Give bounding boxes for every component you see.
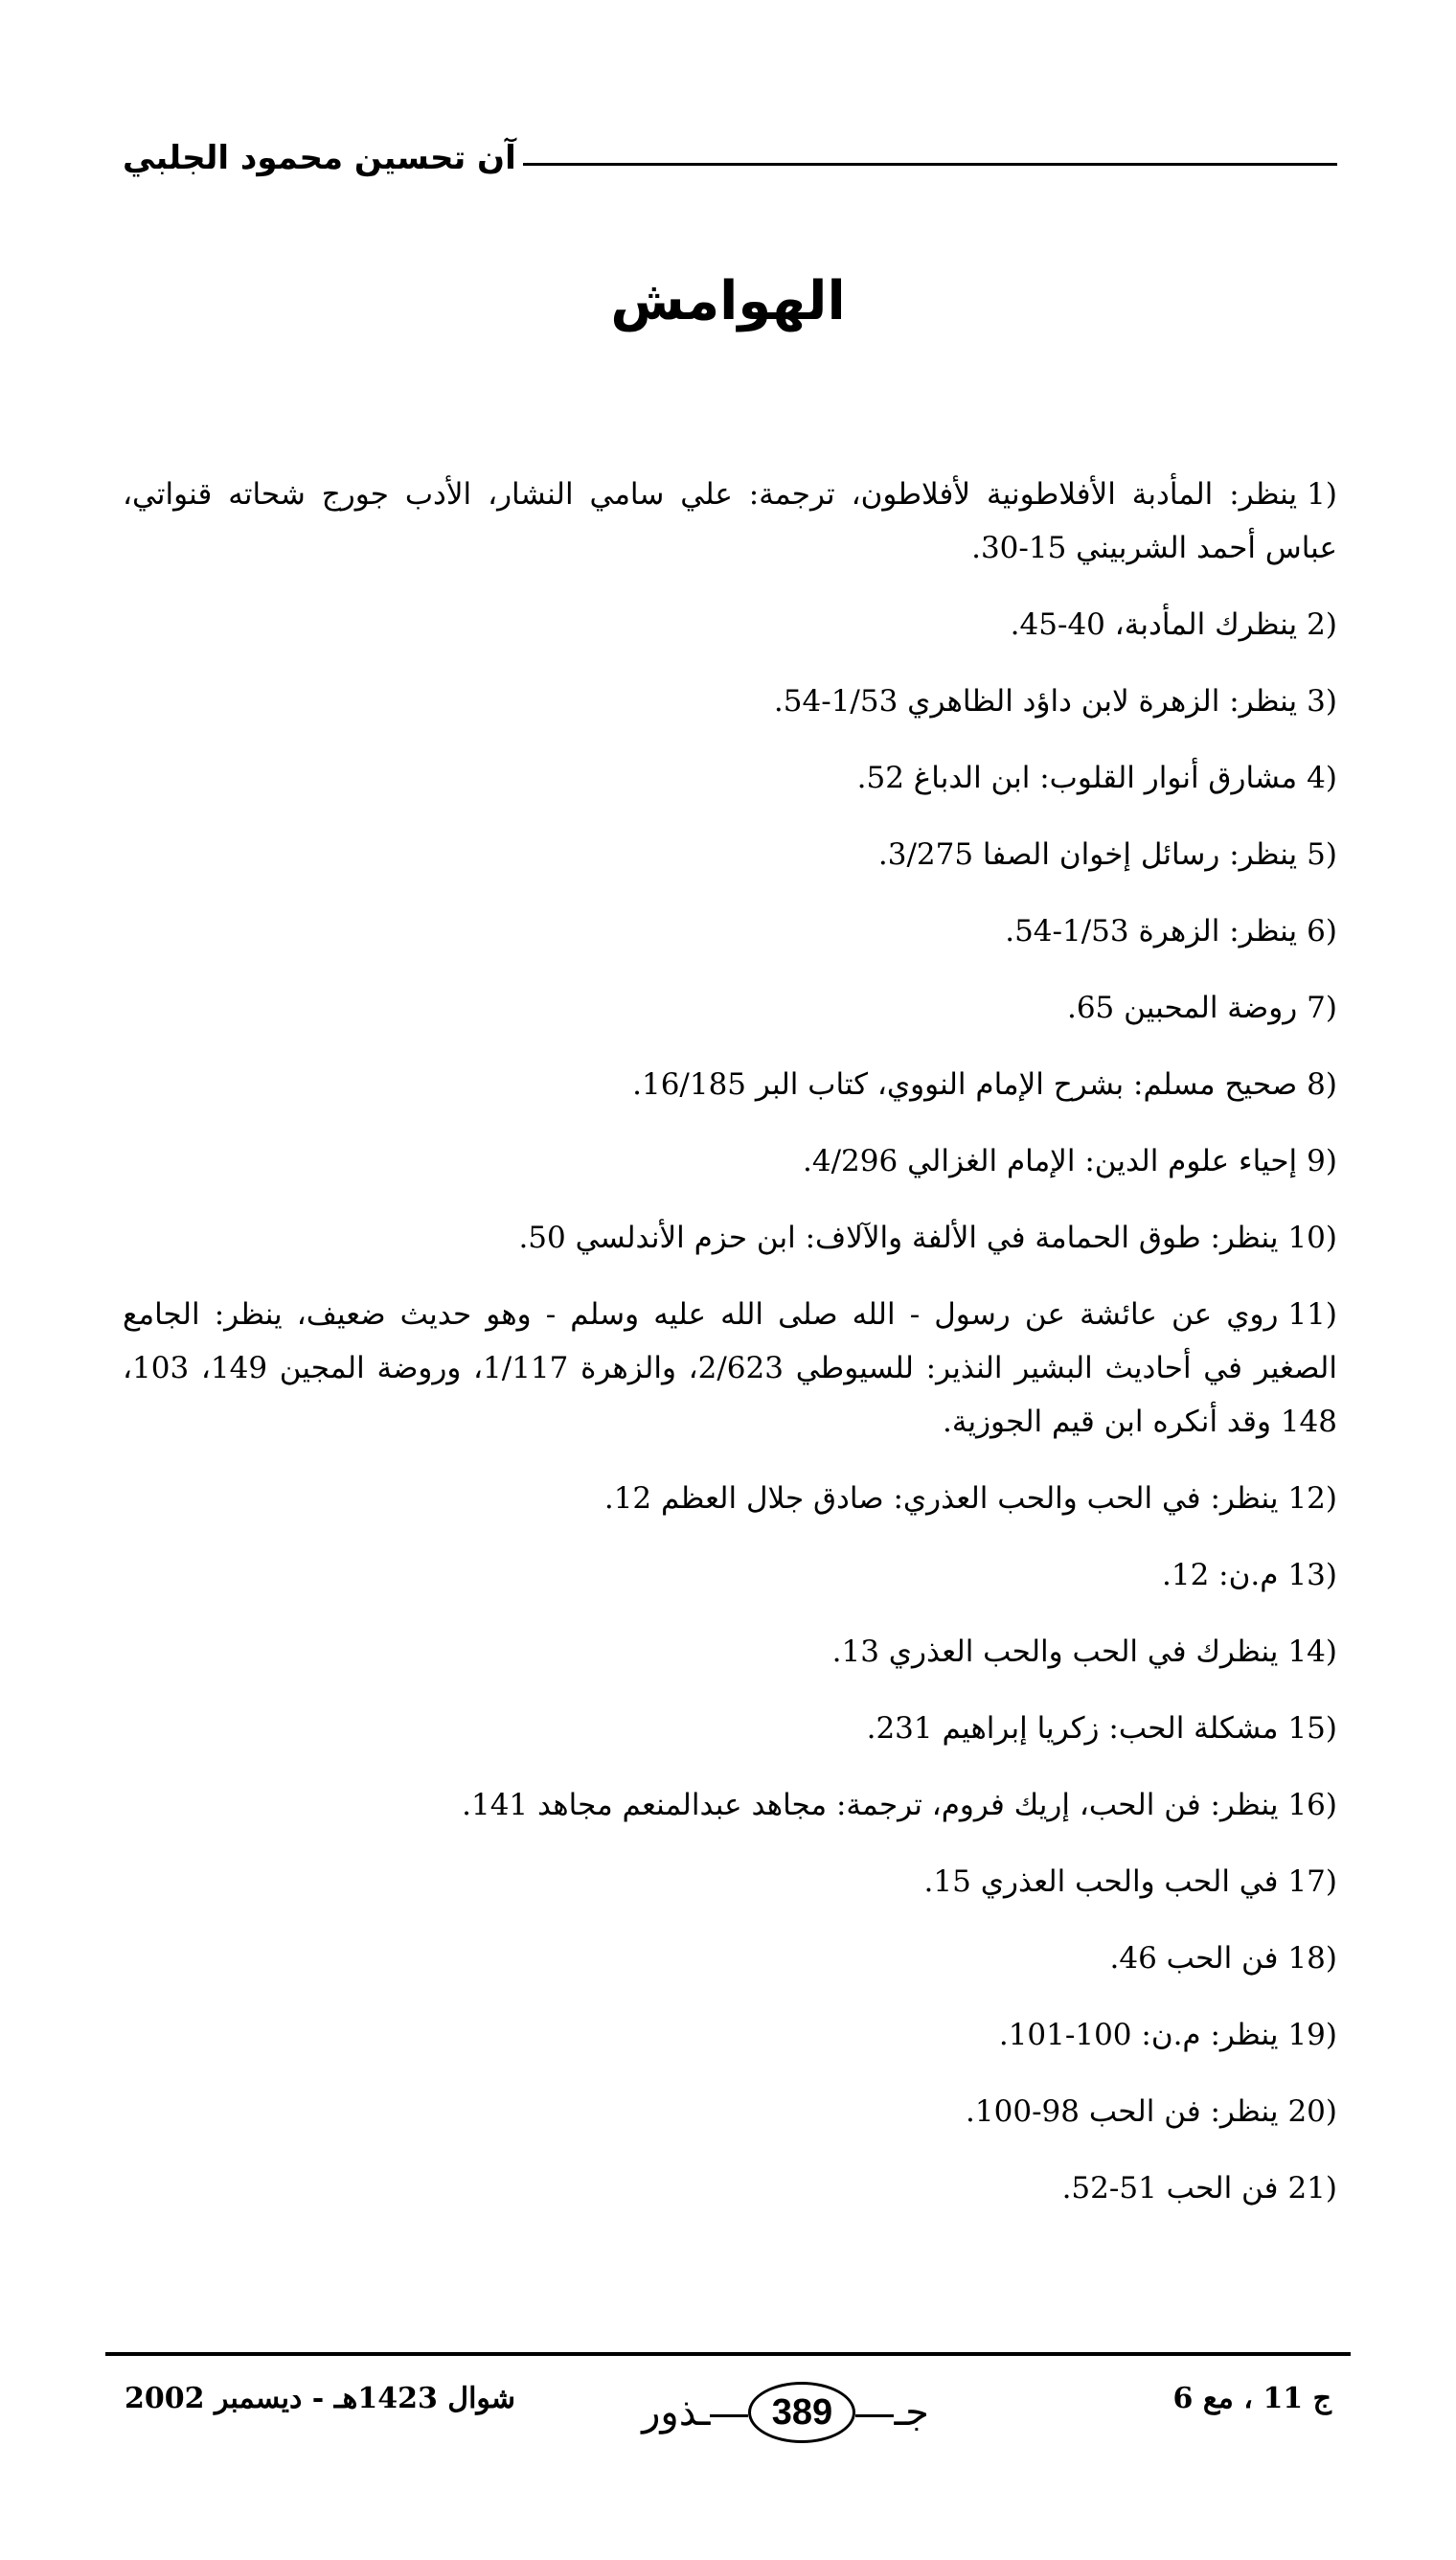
footnote-item: [123, 1211, 1337, 1265]
footnote-text: ينظر: م.ن: 100-101.: [998, 2018, 1279, 2052]
footnote-number: 8): [1307, 1067, 1337, 1102]
footnote-number: 17): [1287, 1864, 1337, 1899]
footnote-item: [123, 1134, 1337, 1188]
footnote-number: 15): [1287, 1711, 1337, 1746]
issue-date: شوال 1423هـ - ديسمبر 2002: [125, 2382, 516, 2415]
page-number: 389: [748, 2382, 855, 2443]
footnote-number: 3): [1307, 684, 1337, 719]
footnote-text: مشارق أنوار القلوب: ابن الدباغ 52.: [856, 761, 1298, 795]
footnote-number: 18): [1287, 1941, 1337, 1976]
footnote-item: [123, 1931, 1337, 1985]
footnote-item: [123, 904, 1337, 958]
footnote-number: 6): [1307, 914, 1337, 949]
footnote-number: 10): [1287, 1221, 1337, 1255]
footnote-number: 12): [1287, 1481, 1337, 1516]
logo-left-text: ـذور: [642, 2390, 711, 2434]
footnote-text: فن الحب 46.: [1109, 1941, 1279, 1976]
footnote-text: ينظر: الزهرة 1/53-54.: [1005, 914, 1298, 949]
footnote-item: [123, 1288, 1337, 1449]
footer-rule: [105, 2352, 1351, 2356]
author-name: آن تحسين محمود الجلبي: [123, 139, 516, 177]
footnote-text: في الحب والحب العذري 15.: [923, 1864, 1279, 1899]
footnote-text: ينظر: في الحب والحب العذري: صادق جلال العظم 12.: [603, 1481, 1279, 1516]
footnote-text: روضة المحبين 65.: [1066, 991, 1298, 1025]
footnote-text: ينظرك في الحب والحب العذري 13.: [831, 1634, 1279, 1669]
footnote-item: [123, 2161, 1337, 2215]
footnotes-list: [123, 468, 1337, 2238]
footnote-item: [123, 468, 1337, 575]
footnote-number: 2): [1307, 607, 1337, 642]
footnote-text: م.ن: 12.: [1162, 1558, 1279, 1592]
footnote-item: [123, 1058, 1337, 1111]
footnote-text: ينظر: الزهرة لابن داؤد الظاهري 1/53-54.: [773, 684, 1298, 719]
footnote-number: 21): [1287, 2171, 1337, 2206]
issue-volume: ج 11 ، مع 6: [1172, 2382, 1331, 2415]
footnote-item: [123, 1548, 1337, 1602]
logo-connector-right: [855, 2414, 894, 2417]
footnote-text: إحياء علوم الدين: الإمام الغزالي 4/296.: [803, 1144, 1298, 1178]
footnote-item: [123, 981, 1337, 1035]
footnote-item: [123, 674, 1337, 728]
footnote-text: ينظر: المأدبة الأفلاطونية لأفلاطون، ترجمة: علي سامي النشار، الأدب جورج شحاته قنواتي، عباس أحمد الشربيني 15-30.: [123, 477, 1337, 565]
footnote-text: مشكلة الحب: زكريا إبراهيم 231.: [866, 1711, 1279, 1746]
footnote-number: 9): [1307, 1144, 1337, 1178]
footnote-number: 13): [1287, 1558, 1337, 1592]
page-footer: [105, 2374, 1351, 2451]
footnote-item: [123, 2085, 1337, 2138]
footnote-item: [123, 1472, 1337, 1525]
footnote-number: 7): [1307, 991, 1337, 1025]
footnote-number: 1): [1307, 477, 1337, 512]
page-title: الهوامش: [610, 270, 846, 332]
footnote-number: 11): [1287, 1297, 1337, 1332]
footnote-number: 19): [1287, 2018, 1337, 2052]
footnote-number: 20): [1287, 2094, 1337, 2129]
footnote-text: ينظر: فن الحب، إريك فروم، ترجمة: مجاهد عبدالمنعم مجاهد 141.: [462, 1788, 1279, 1822]
footnote-item: [123, 1625, 1337, 1679]
footnote-item: [123, 828, 1337, 881]
footnote-text: ينظر: رسائل إخوان الصفا 3/275.: [877, 837, 1298, 872]
footnote-item: [123, 751, 1337, 805]
running-header: [123, 129, 1337, 196]
footnote-text: ينظر: فن الحب 98-100.: [966, 2094, 1279, 2129]
footnote-item: [123, 1855, 1337, 1909]
footnote-item: [123, 1702, 1337, 1755]
footnote-item: [123, 1778, 1337, 1832]
footnote-text: ينظر: طوق الحمامة في الألفة والآلاف: ابن حزم الأندلسي 50.: [518, 1221, 1279, 1255]
footnote-number: 14): [1287, 1634, 1337, 1669]
footnote-number: 4): [1307, 761, 1337, 795]
footnote-text: روي عن عائشة عن رسول - الله صلى الله عليه وسلم - وهو حديث ضعيف، ينظر: الجامع الصغير في أحاديث البشير النذير: للسيوطي 2/623، والزهرة 1/117، وروضة المجين 149، 103، 148 وقد أنكره ابن قيم الجوزية.: [123, 1297, 1337, 1439]
logo-connector-left: [710, 2414, 748, 2417]
footnote-text: ينظرك المأدبة، 40-45.: [1010, 607, 1298, 642]
footnote-item: [123, 598, 1337, 651]
footnote-number: 5): [1307, 837, 1337, 872]
logo-right-text: جـ: [894, 2390, 929, 2434]
header-rule: [523, 163, 1337, 166]
footnote-text: صحيح مسلم: بشرح الإمام النووي، كتاب البر 16/185.: [632, 1067, 1298, 1102]
journal-logo: [642, 2374, 929, 2451]
footnote-number: 16): [1287, 1788, 1337, 1822]
footnote-text: فن الحب 51-52.: [1061, 2171, 1279, 2206]
footnote-item: [123, 2008, 1337, 2062]
